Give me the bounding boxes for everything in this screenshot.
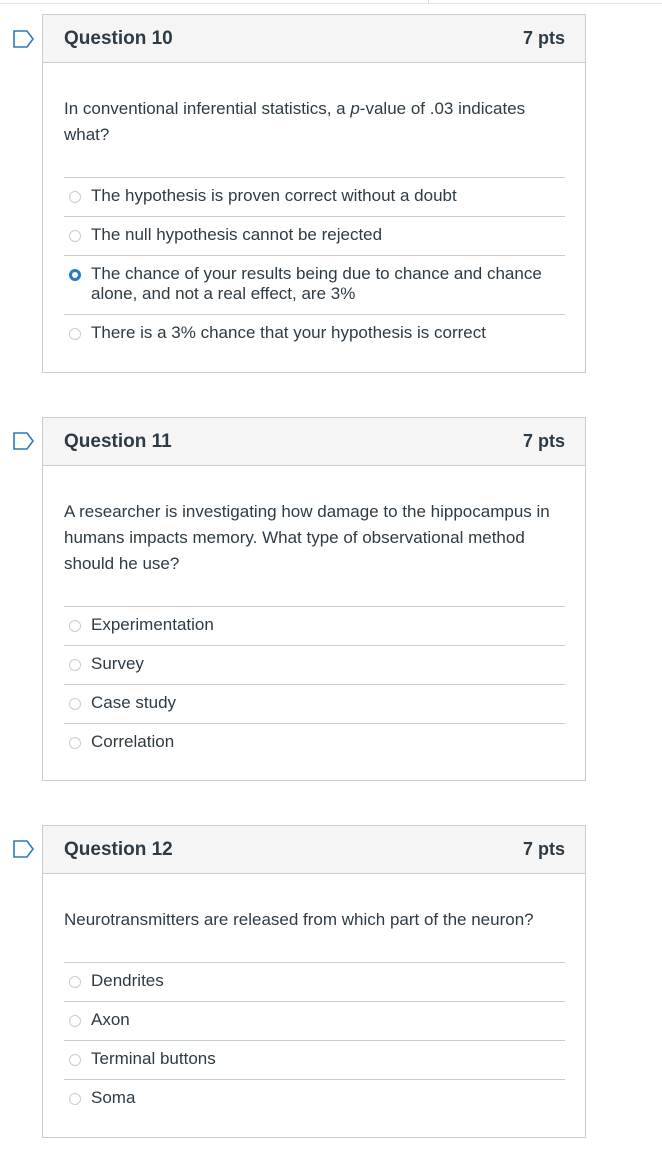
radio-circle-icon[interactable] — [69, 976, 81, 988]
answer-label: The chance of your results being due to chance and chance alone, and not a real effect, are 3% — [91, 264, 542, 303]
radio-circle-icon[interactable] — [69, 620, 81, 632]
question-text-part: -value of .03 indicates what? — [64, 99, 526, 144]
answer-label: Correlation — [91, 732, 175, 751]
answer-list — [64, 962, 565, 1119]
answer-label: There is a 3% chance that your hypothesis is correct — [91, 323, 486, 342]
answer-option[interactable] — [64, 315, 565, 354]
answer-option[interactable] — [64, 1002, 565, 1041]
answer-label: Axon — [91, 1010, 130, 1029]
radio-circle-icon[interactable] — [69, 659, 81, 671]
answer-label: Terminal buttons — [91, 1049, 216, 1068]
question-points: 7 pts — [522, 431, 565, 451]
answer-label: Survey — [91, 654, 144, 673]
radio-selected-icon[interactable] — [69, 269, 81, 281]
answer-label: Case study — [91, 693, 177, 712]
top-divider-tick — [428, 0, 429, 4]
answer-option[interactable] — [64, 1080, 565, 1119]
flag-question-icon[interactable] — [13, 840, 35, 858]
question-card — [42, 417, 586, 781]
question-header — [43, 826, 585, 874]
answer-option[interactable] — [64, 685, 565, 724]
radio-circle-icon[interactable] — [69, 1054, 81, 1066]
answer-option[interactable] — [64, 724, 565, 763]
question-header — [43, 15, 585, 63]
question-text-italic: p — [350, 99, 360, 118]
question-points: 7 pts — [522, 28, 565, 48]
question-card — [42, 14, 586, 373]
answer-label: Experimentation — [91, 615, 214, 634]
answer-option[interactable] — [64, 1041, 565, 1080]
radio-circle-icon[interactable] — [69, 1015, 81, 1027]
radio-circle-icon[interactable] — [69, 191, 81, 203]
flag-question-icon[interactable] — [13, 30, 35, 48]
radio-circle-icon[interactable] — [69, 737, 81, 749]
question-text: Neurotransmitters are released from which part of the neuron? — [64, 910, 534, 929]
radio-circle-icon[interactable] — [69, 698, 81, 710]
question-title: Question 12 — [64, 838, 173, 860]
answer-option[interactable] — [64, 646, 565, 685]
flag-question-icon[interactable] — [13, 432, 35, 450]
question-text — [64, 96, 565, 148]
answer-label: Dendrites — [91, 971, 164, 990]
question-points: 7 pts — [522, 839, 565, 859]
radio-circle-icon[interactable] — [69, 328, 81, 340]
answer-option[interactable] — [64, 178, 565, 217]
answer-option-selected[interactable] — [64, 256, 565, 315]
question-card — [42, 825, 586, 1138]
radio-circle-icon[interactable] — [69, 230, 81, 242]
question-text-part: In conventional inferential statistics, a — [64, 99, 351, 118]
answer-option[interactable] — [64, 217, 565, 256]
top-divider — [0, 3, 662, 4]
question-header — [43, 418, 585, 466]
question-title: Question 11 — [64, 430, 172, 452]
question-text: A researcher is investigating how damage to the hippocampus in humans impacts memory. What type of observational method should he use? — [64, 502, 550, 573]
answer-label: The hypothesis is proven correct without a doubt — [91, 186, 457, 205]
question-title: Question 10 — [64, 27, 173, 49]
radio-circle-icon[interactable] — [69, 1093, 81, 1105]
answer-label: Soma — [91, 1088, 136, 1107]
answer-list — [64, 606, 565, 763]
answer-option[interactable] — [64, 607, 565, 646]
answer-list — [64, 177, 565, 354]
answer-label: The null hypothesis cannot be rejected — [91, 225, 383, 244]
answer-option[interactable] — [64, 963, 565, 1002]
